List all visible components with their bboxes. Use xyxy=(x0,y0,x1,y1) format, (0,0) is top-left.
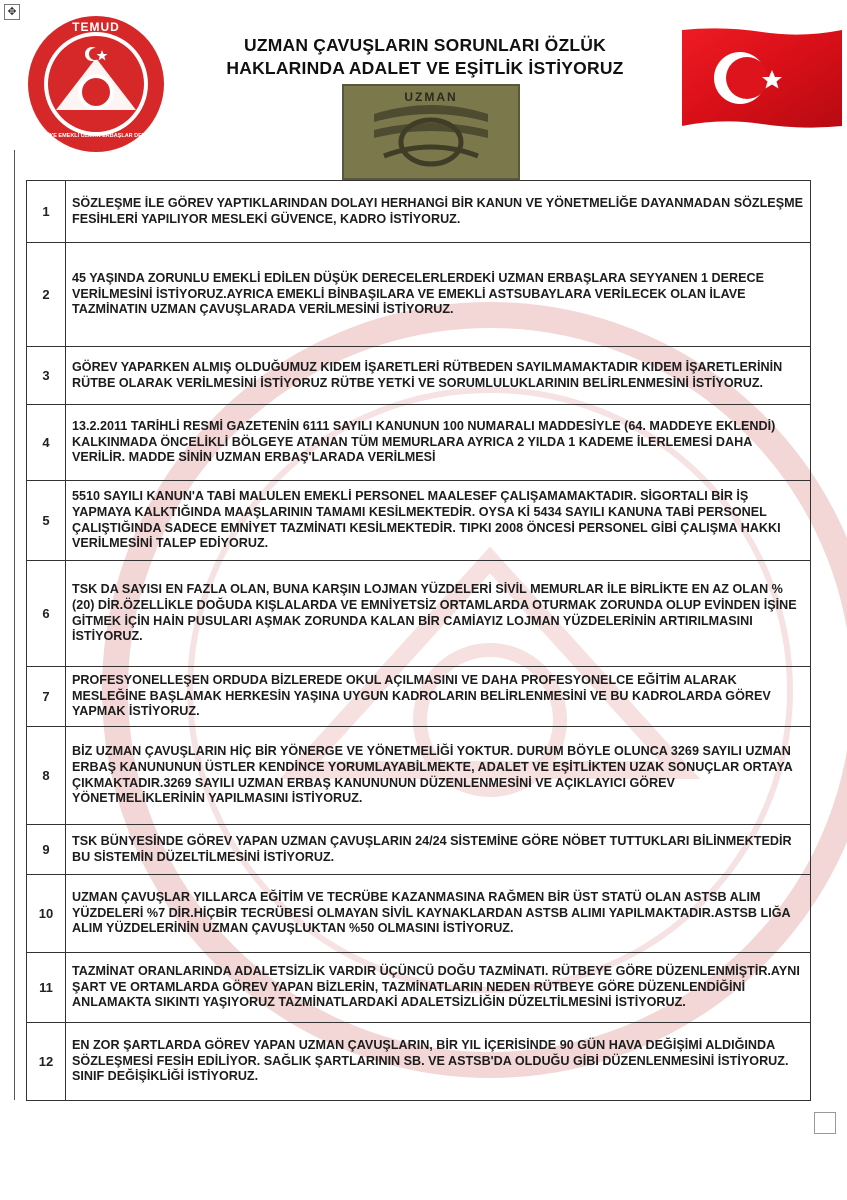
row-number: 5 xyxy=(27,481,66,561)
row-text: BİZ UZMAN ÇAVUŞLARIN HİÇ BİR YÖNERGE VE YÖNETMELİĞİ YOKTUR. DURUM BÖYLE OLUNCA 3269 SAYILI UZMAN ERBAŞ KANUNUNUN ÜSTLER KENDİNCE YORUMLAYABİLMEKTE, ADALET VE EŞİTLİKTEN UZAK SONUÇLAR ORTAYA ÇIKMAKTADIR.3269 SAYILI UZMAN ERBAŞ KANUNUNUN DÜZENLENMESİNİ VE AÇIKLAYICI GÖREV YÖNETMELİKLERİNİN YAPILMASINI İSTİYORUZ. xyxy=(66,727,811,825)
row-text: PROFESYONELLEŞEN ORDUDA BİZLEREDE OKUL AÇILMASINI VE DAHA PROFESYONELCE EĞİTİM ALARAK MESLEĞİNE BAŞLAMAK HERKESİN YAŞINA UYGUN KADROLARIN BELİRLENMESİNİ VE BU KADROLARDA GÖREV YAPMAK İSTİYORUZ. xyxy=(66,667,811,727)
table-row xyxy=(27,405,811,481)
table-row xyxy=(27,825,811,875)
table-row xyxy=(27,727,811,825)
table-row xyxy=(27,561,811,667)
logo-ring-text: TÜRKİYE EMEKLİ UZMAN ERBAŞLAR DERNEĞİ xyxy=(32,133,160,139)
row-number: 8 xyxy=(27,727,66,825)
title-line-2: HAKLARINDA ADALET VE EŞİTLİK İSTİYORUZ xyxy=(226,58,624,78)
row-number: 9 xyxy=(27,825,66,875)
row-number: 1 xyxy=(27,181,66,243)
table-row xyxy=(27,667,811,727)
row-number: 12 xyxy=(27,1023,66,1101)
row-text: 5510 SAYILI KANUN'A TABİ MALULEN EMEKLİ PERSONEL MAALESEF ÇALIŞAMAMAKTADIR. SİGORTALI BİR İŞ YAPMAYA KALKTIĞINDA MAAŞLARININ TAMAMI KESİLMEKTEDİR. OYSA Kİ 5434 SAYILI KANUNA TABİ PERSONEL ÇALIŞTIĞINDA SADECE EMNİYET TAZMİNATI KESİLMEKTEDİR. TIPKI 2008 ÖNCESİ PERSONEL GİBİ ÇALIŞMA HAKKI VERİLMESİNİ TALEP EDİYORUZ. xyxy=(66,481,811,561)
table-row xyxy=(27,875,811,953)
demands-table xyxy=(26,180,811,1101)
table-move-handle-icon[interactable]: ✥ xyxy=(4,4,20,20)
row-text: SÖZLEŞME İLE GÖREV YAPTIKLARINDAN DOLAYI HERHANGİ BİR KANUN VE YÖNETMELİĞE DAYANMADAN SÖZLEŞME FESİHLERİ YAPILIYOR MESLEKİ GÜVENCE, KADRO İSTİYORUZ. xyxy=(66,181,811,243)
row-number: 10 xyxy=(27,875,66,953)
table-row xyxy=(27,953,811,1023)
row-number: 3 xyxy=(27,347,66,405)
row-number: 2 xyxy=(27,243,66,347)
patch-label: UZMAN xyxy=(404,90,458,104)
row-number: 4 xyxy=(27,405,66,481)
page-title xyxy=(180,34,670,80)
row-text: TSK BÜNYESİNDE GÖREV YAPAN UZMAN ÇAVUŞLARIN 24/24 SİSTEMİNE GÖRE NÖBET TUTTUKLARI BİLİNMEKTEDİR BU SİSTEMİN DÜZELTİLMESİNİ İSTİYORUZ. xyxy=(66,825,811,875)
row-number: 6 xyxy=(27,561,66,667)
table-row xyxy=(27,243,811,347)
table-row xyxy=(27,481,811,561)
margin-rule xyxy=(14,150,15,1100)
row-text: UZMAN ÇAVUŞLAR YILLARCA EĞİTİM VE TECRÜBE KAZANMASINA RAĞMEN BİR ÜST STATÜ OLAN ASTSB ALIM YÜZDELERİ %7 DİR.HİÇBİR TECRÜBESİ OLMAYAN SİVİL KAYNAKLARDAN ASTSB ALIMI YAPILMAKTADIR.ASTSB LIĞA ALIM YÜZDELERİNİN UZMAN ÇAVUŞLUKTAN %50 OLMASINI İSTİYORUZ. xyxy=(66,875,811,953)
row-text: TSK DA SAYISI EN FAZLA OLAN, BUNA KARŞIN LOJMAN YÜZDELERİ SİVİL MEMURLAR İLE BİRLİKTE EN AZ OLAN % (20) DİR.ÖZELLİKLE DOĞUDA KIŞLALARDA VE EMNİYETSİZ ORTAMLARDA OTURMAK ZORUNDA OLUP EVİNDEN İŞİNE GİTMEK İÇİN HAİN PUSULARI AŞMAK ZORUNDA KALAN BİR CAMİAYIZ LOJMAN YÜZDELERİNİN ARTIRILMASINI İSTİYORUZ. xyxy=(66,561,811,667)
table-row xyxy=(27,1023,811,1101)
row-text: GÖREV YAPARKEN ALMIŞ OLDUĞUMUZ KIDEM İŞARETLERİ RÜTBEDEN SAYILMAMAKTADIR KIDEM İŞARETLERİNİN RÜTBE OLARAK VERİLMESİNİ İSTİYORUZ RÜTBE YETKİ VE SORUMLULUKLARININ BELİRLENMESİNİ İSTİYORUZ. xyxy=(66,347,811,405)
row-text: EN ZOR ŞARTLARDA GÖREV YAPAN UZMAN ÇAVUŞLARIN, BİR YIL İÇERİSİNDE 90 GÜN HAVA DEĞİŞİMİ ALDIĞINDA SÖZLEŞMESİ FESİH EDİLİYOR. SAĞLIK ŞARTLARININ SB. VE ASTSB'DA OLDUĞU GİBİ DÜZENLENMESİNİ İSTİYORUZ. SINIF DEĞİŞİKLİĞİ İSTİYORUZ. xyxy=(66,1023,811,1101)
table-resize-handle[interactable] xyxy=(814,1112,836,1134)
turkish-flag-icon xyxy=(682,26,842,130)
row-number: 11 xyxy=(27,953,66,1023)
row-number: 7 xyxy=(27,667,66,727)
rank-insignia-patch xyxy=(342,84,520,180)
logo-top-text: TEMUD xyxy=(72,20,120,34)
table-row xyxy=(27,181,811,243)
table-row xyxy=(27,347,811,405)
row-text: TAZMİNAT ORANLARINDA ADALETSİZLİK VARDIR ÜÇÜNCÜ DOĞU TAZMİNATI. RÜTBEYE GÖRE DÜZENLENMİŞTİR.AYNI ŞART VE ORTAMLARDA GÖREV YAPAN BİZLERİN, TAZMİNATLARIN NEDEN RÜTBEYE GÖRE DÜZENLENDİĞİNİ ANLAMAKTA SIKINTI YAŞIYORUZ TAZMİNATLARDAKİ ADALETSİZLİĞİN DÜZELTİLMESİNİ İSTİYORUZ. xyxy=(66,953,811,1023)
title-line-1: UZMAN ÇAVUŞLARIN SORUNLARI ÖZLÜK xyxy=(244,35,606,55)
row-text: 45 YAŞINDA ZORUNLU EMEKLİ EDİLEN DÜŞÜK DERECELERLERDEKİ UZMAN ERBAŞLARA SEYYANEN 1 DERECE VERİLMESİNİ İSTİYORUZ.AYRICA EMEKLİ BİNBAŞILARA VE EMEKLİ ASTSUBAYLARA VERİLECEK OLAN İLAVE TAZMİNATIN UZMAN ÇAVUŞLARADA VERİLMESİNİ İSTİYORUZ. xyxy=(66,243,811,347)
row-text: 13.2.2011 TARİHLİ RESMİ GAZETENİN 6111 SAYILI KANUNUN 100 NUMARALI MADDESİYLE (64. MADDEYE EKLENDİ) KALKINMADA ÖNCELİKLİ BÖLGEYE ATANAN TÜM MEMURLARA AYRICA 2 YILDA 1 KADEME İLERLEMESİ DAHA VERİLİR. MADDE SİNİN UZMAN ERBAŞ'LARADA VERİLMESİ xyxy=(66,405,811,481)
